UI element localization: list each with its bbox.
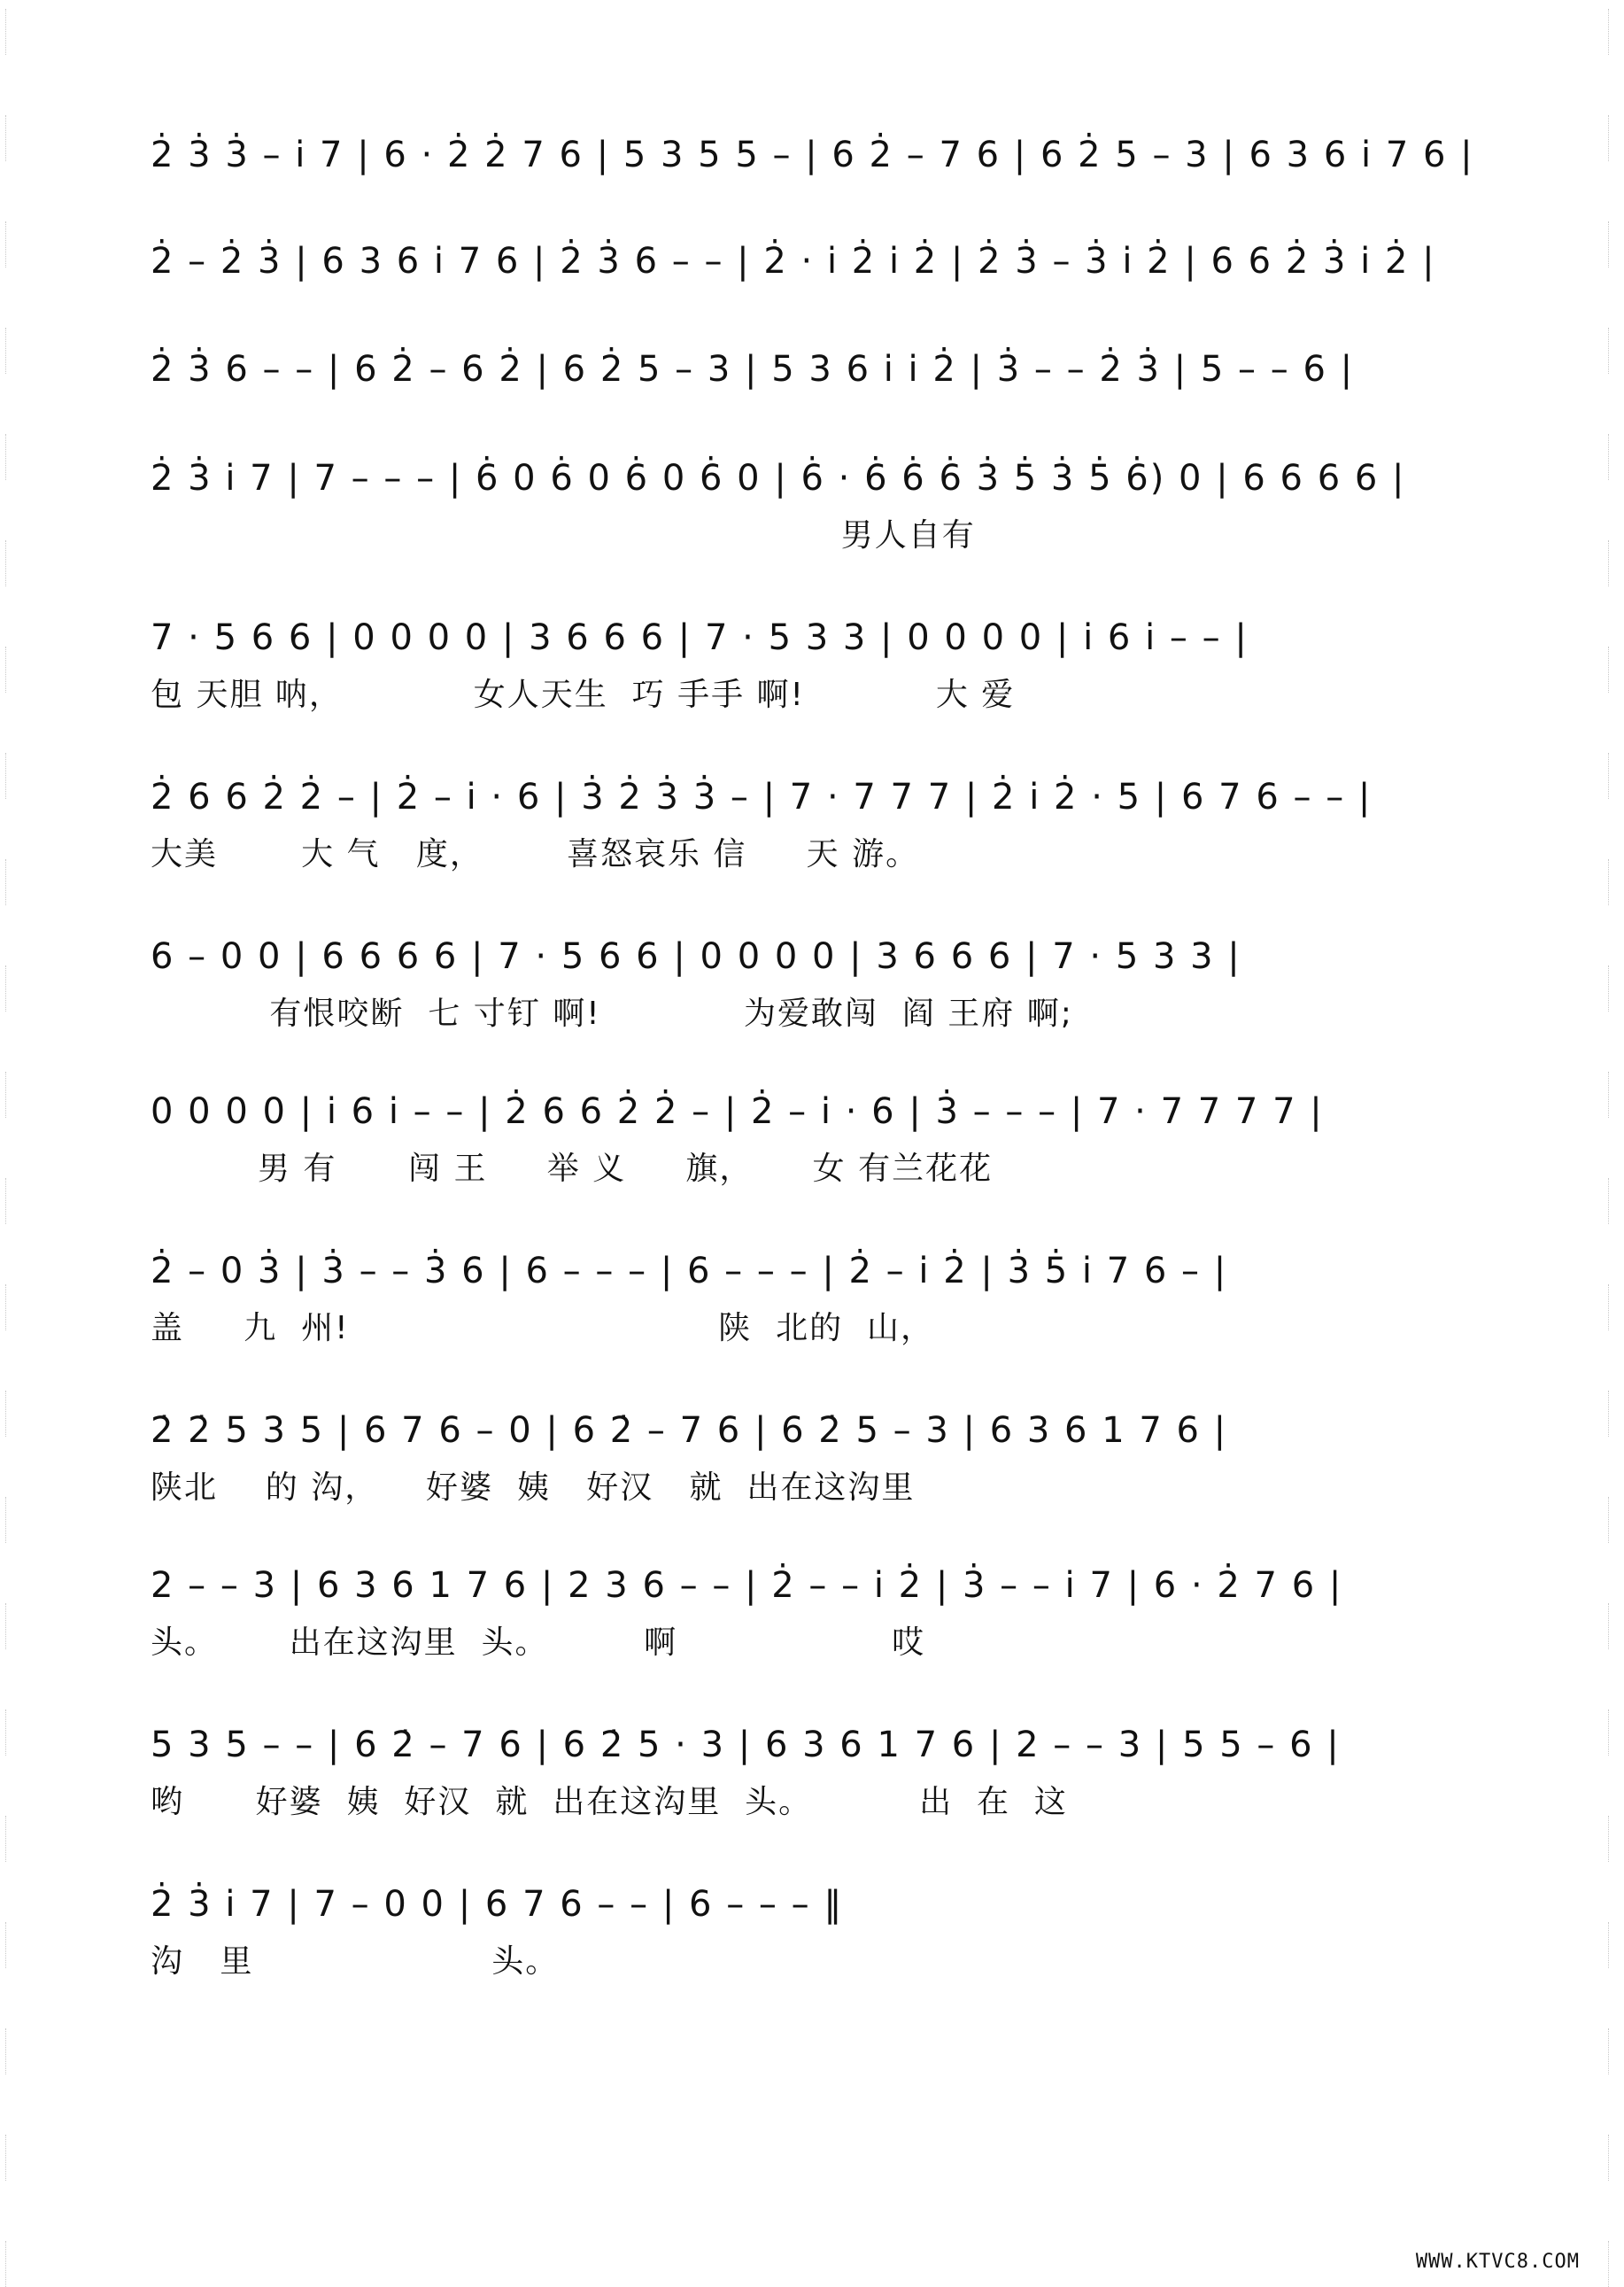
margin-watermark-mark — [5, 2135, 15, 2181]
notation-line: 0 0 0 0 | i̇ 6 i̇ – – | 2̇ 6 6 2̇ 2̇ – | 2̇ – i̇ · 6 | 3̇ – – – | 7 · 7 7 7 7 | — [151, 1091, 1324, 1132]
lyrics-line: 陕北 的 沟， 好婆 姨 好汉 就 出在这沟里 — [151, 1469, 916, 1506]
lyrics-line: 男人自有 — [151, 517, 976, 554]
margin-watermark-mark — [5, 540, 15, 586]
margin-watermark-mark — [5, 1072, 15, 1118]
lyrics-line: 盖 九 州! 陕 北的 山， — [151, 1310, 935, 1346]
lyrics-line: 男 有 闯 王 举 义 旗， 女 有兰花花 — [151, 1151, 994, 1187]
notation-line: 6 – 0 0 | 6 6 6 6 | 7 · 5 6 6 | 0 0 0 0 | 3 6 6 6 | 7 · 5 3 3 | — [151, 936, 1241, 977]
margin-watermark-mark — [5, 1497, 15, 1543]
lyrics-line — [151, 405, 1496, 449]
margin-watermark-mark — [1608, 1284, 1618, 1330]
margin-watermark-mark — [5, 2241, 15, 2287]
margin-watermark-mark — [5, 1603, 15, 1649]
notation-line: 2̇ 3̇ 6 – – | 6 2̇ – 6 2̇ | 6 2̇ 5 – 3 | 5 3 6 i̇ i̇ 2̇ | 3̇ – – 2̇ 3̇ | 5 – – 6 | — [151, 349, 1355, 390]
notation-line: 2 – – 3 | 6 3 6 1 7 6 | 2 3 6 – – | 2̇ – – i̇ 2̇ | 3̇ – – i̇ 7 | 6 · 2̇ 7 6 | — [151, 1565, 1343, 1606]
margin-watermark-mark — [5, 2028, 15, 2074]
margin-watermark-mark — [5, 328, 15, 374]
margin-watermark-mark — [5, 1284, 15, 1330]
margin-watermark-mark — [1608, 434, 1618, 480]
lyrics-line — [151, 297, 1496, 341]
margin-watermark-mark — [5, 753, 15, 799]
margin-watermark-mark — [5, 647, 15, 693]
margin-watermark-mark — [5, 115, 15, 161]
margin-watermark-mark — [1608, 9, 1618, 55]
margin-watermark-mark — [1608, 2028, 1618, 2074]
lyrics-line — [151, 190, 1496, 235]
notation-line: 2̇ 3̇ i̇ 7 | 7 – 0 0 | 6 7 6 – – | 6 – – – ‖ — [151, 1884, 844, 1925]
lyrics-line: 包 天胆 呐， 女人天生 巧 手手 啊! 大 爱 — [151, 677, 1016, 713]
margin-watermark-mark — [1608, 1709, 1618, 1756]
margin-watermark-mark — [5, 1391, 15, 1437]
right-margin-watermark-strip — [1606, 0, 1620, 2280]
lyrics-line: 大美 大 气 度， 喜怒哀乐 信 天 游。 — [151, 836, 920, 872]
margin-watermark-mark — [1608, 753, 1618, 799]
margin-watermark-mark — [5, 965, 15, 1012]
margin-watermark-mark — [1608, 221, 1618, 267]
margin-watermark-mark — [1608, 115, 1618, 161]
margin-watermark-mark — [1608, 540, 1618, 586]
lyrics-line: 头。 出在这沟里 头。 啊 哎 — [151, 1624, 926, 1661]
margin-watermark-mark — [1608, 1178, 1618, 1224]
notation-line: 7 · 5 6 6 | 0 0 0 0 | 3 6 6 6 | 7 · 5 3 3 | 0 0 0 0 | i̇ 6 i̇ – – | — [151, 617, 1249, 658]
margin-watermark-mark — [5, 1922, 15, 1968]
lyrics-line: 有恨咬断 七 寸钉 啊! 为爱敢闯 阎 王府 啊; — [151, 996, 1073, 1032]
site-watermark: WWW.KTVC8.COM — [1415, 2251, 1580, 2273]
lyrics-line: 沟 里 头。 — [151, 1943, 560, 1980]
notation-line: 2̇ – 0 3̇ | 3̇ – – 3̇ 6 | 6 – – – | 6 – – – | 2̇ – i̇ 2̇ | 3̇ 5̇ i̇ 7 6 – | — [151, 1251, 1228, 1291]
notation-line: 2̇ 3̇ 3̇ – i̇ 7 | 6 · 2̇ 2̇ 7 6 | 5 3 5 5 – | 6 2̇ – 7 6 | 6 2̇ 5 – 3 | 6 3 6 i̇ 7 6 | — [151, 135, 1474, 175]
margin-watermark-mark — [1608, 1391, 1618, 1437]
margin-watermark-mark — [1608, 859, 1618, 905]
notation-line: 2̇ – 2̇ 3̇ | 6 3 6 i̇ 7 6 | 2̇ 3̇ 6 – – | 2̇ · i̇ 2̇ i̇ 2̇ | 2̇ 3̇ – 3̇ i̇ 2̇ | 6 6 2̇ 3̇ i̇ 2̇ | — [151, 241, 1436, 282]
notation-line: 2̇ 6 6 2̇ 2̇ – | 2̇ – i̇ · 6 | 3̇ 2̇ 3̇ 3̇ – | 7 · 7 7 7 | 2̇ i̇ 2̇ · 5 | 6 7 6 – – | — [151, 777, 1373, 818]
margin-watermark-mark — [5, 1816, 15, 1862]
lyrics-line: 哟 好婆 姨 好汉 就 出在这沟里 头。 出 在 这 — [151, 1784, 1068, 1820]
notation-line: 5 3 5 – – | 6 2̇ – 7 6 | 6 2̇ 5 · 3 | 6 3 6 1 7 6 | 2 – – 3 | 5 5 – 6 | — [151, 1725, 1341, 1765]
margin-watermark-mark — [5, 221, 15, 267]
margin-watermark-mark — [5, 1178, 15, 1224]
margin-watermark-mark — [1608, 1922, 1618, 1968]
margin-watermark-mark — [5, 434, 15, 480]
notation-line: 2̇ 3̇ i̇ 7 | 7 – – – | 6̇ 0 6̇ 0 6̇ 0 6̇ 0 | 6̇ · 6̇ 6̇ 6̇ 3̇ 5̇ 3̇ 5̇ 6̇) 0 | 6 6 6 6 | — [151, 458, 1406, 499]
margin-watermark-mark — [1608, 1603, 1618, 1649]
margin-watermark-mark — [1608, 965, 1618, 1012]
margin-watermark-mark — [5, 1709, 15, 1756]
margin-watermark-mark — [1608, 1497, 1618, 1543]
margin-watermark-mark — [1608, 2241, 1618, 2287]
margin-watermark-mark — [1608, 647, 1618, 693]
left-margin-watermark-strip — [4, 0, 18, 2280]
margin-watermark-mark — [1608, 1072, 1618, 1118]
margin-watermark-mark — [5, 859, 15, 905]
margin-watermark-mark — [5, 9, 15, 55]
margin-watermark-mark — [1608, 328, 1618, 374]
notation-line: 2̇ 2̇ 5 3 5 | 6 7 6 – 0 | 6 2̇ – 7 6 | 6 2̇ 5 – 3 | 6 3 6 1 7 6 | — [151, 1410, 1228, 1451]
margin-watermark-mark — [1608, 2135, 1618, 2181]
margin-watermark-mark — [1608, 1816, 1618, 1862]
